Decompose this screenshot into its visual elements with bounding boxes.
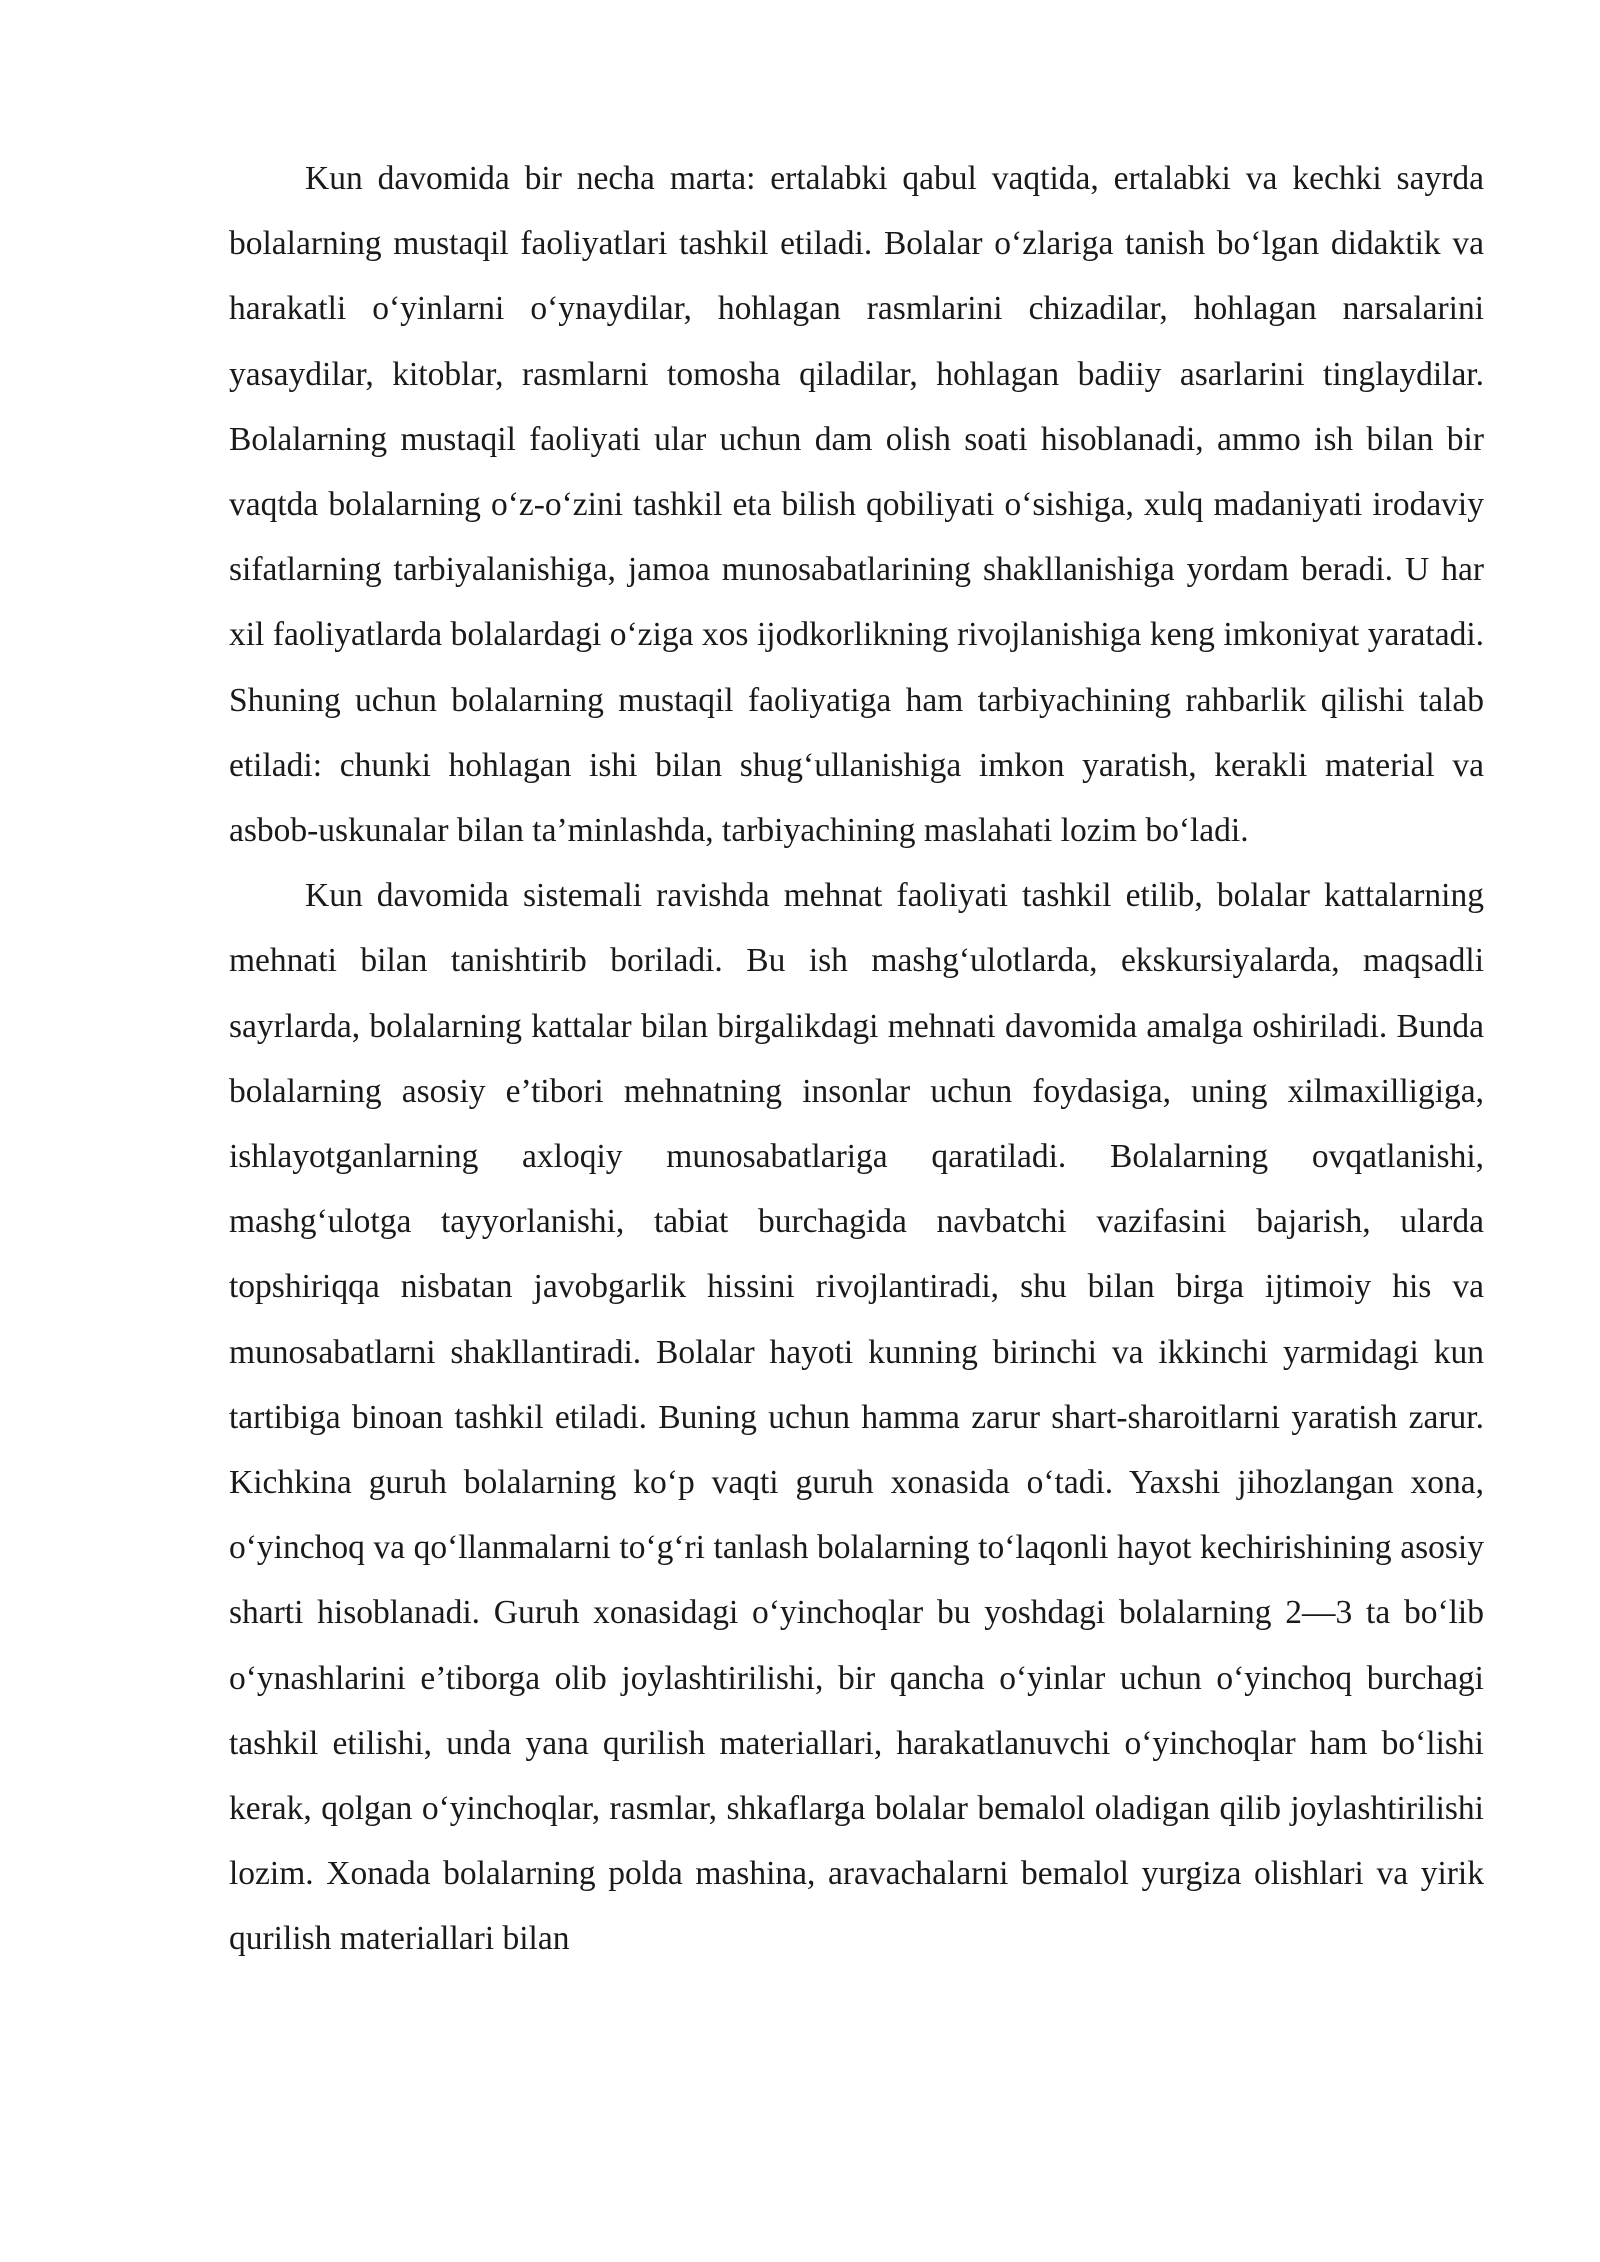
paragraph-2: Kun davomida sistemali ravishda mehnat faoliyati tashkil etilib, bolalar kattalarning mehnati bilan tanishtirib boriladi. Bu ish mashg‘ulotlarda, ekskursiyalarda, maqsadli sayrlarda, bolalarning kattalar bilan birgalikdagi mehnati davomida amalga oshiriladi. Bunda bolalarning asosiy e’tibori mehnatning insonlar uchun foydasiga, uning xilmaxilligiga, ishlayotganlarning axloqiy munosabatlariga qaratiladi. Bolalarning ovqatlanishi, mashg‘ulotga tayyorlanishi, tabiat burchagida navbatchi vazifasini bajarish, ularda topshiriqqa nisbatan javobgarlik hissini rivojlantiradi, shu bilan birga ijtimoiy his va munosabatlarni shakllantiradi. Bolalar hayoti kunning birinchi va ikkinchi yarmidagi kun tartibiga binoan tashkil etiladi. Buning uchun hamma zarur shart-sharoitlarni yaratish zarur. Kichkina guruh bolalarning ko‘p vaqti guruh xonasida o‘tadi. Yaxshi jihozlangan xona, o‘yinchoq va qo‘llanmalarni to‘g‘ri tanlash bolalarning to‘laqonli hayot kechirishining asosiy sharti hisoblanadi. Guruh xonasidagi o‘yinchoqlar bu yoshdagi bolalarning 2—3 ta bo‘lib o‘ynashlarini e’tiborga olib joylashtirilishi, bir qancha o‘yinlar uchun o‘yinchoq burchagi tashkil etilishi, unda yana qurilish materiallari, harakatlanuvchi o‘yinchoqlar ham bo‘lishi kerak, qolgan o‘yinchoqlar, rasmlar, shkaflarga bolalar bemalol oladigan qilib joylashtirilishi lozim. Xonada bolalarning polda mashina, aravachalarni bemalol yurgiza olishlari va yirik qurilish materiallari bilan xyxy=(229,877,1484,1958)
paragraph-1: Kun davomida bir necha marta: ertalabki qabul vaqtida, ertalabki va kechki sayrda bolalarning mustaqil faoliyatlari tashkil etiladi. Bolalar o‘zlariga tanish bo‘lgan didaktik va harakatli o‘yinlarni o‘ynaydilar, hohlagan rasmlarini chizadilar, hohlagan narsalarini yasaydilar, kitoblar, rasmlarni tomosha qiladilar, hohlagan badiiy asarlarini tinglaydilar. Bolalarning mustaqil faoliyati ular uchun dam olish soati hisoblanadi, ammo ish bilan bir vaqtda bolalarning o‘z-o‘zini tashkil eta bilish qobiliyati o‘sishiga, xulq madaniyati irodaviy sifatlarning tarbiyalanishiga, jamoa munosabatlarining shakllanishiga yordam beradi. U har xil faoliyatlarda bolalardagi o‘ziga xos ijodkorlikning rivojlanishiga keng imkoniyat yaratadi. Shuning uchun bolalarning mustaqil faoliyatiga ham tarbiyachining rahbarlik qilishi talab etiladi: chunki hohlagan ishi bilan shug‘ullanishiga imkon yaratish, kerakli material va asbob-uskunalar bilan ta’minlashda, tarbiyachining maslahati lozim bo‘ladi. xyxy=(229,160,1484,850)
document-body xyxy=(229,146,1484,1972)
